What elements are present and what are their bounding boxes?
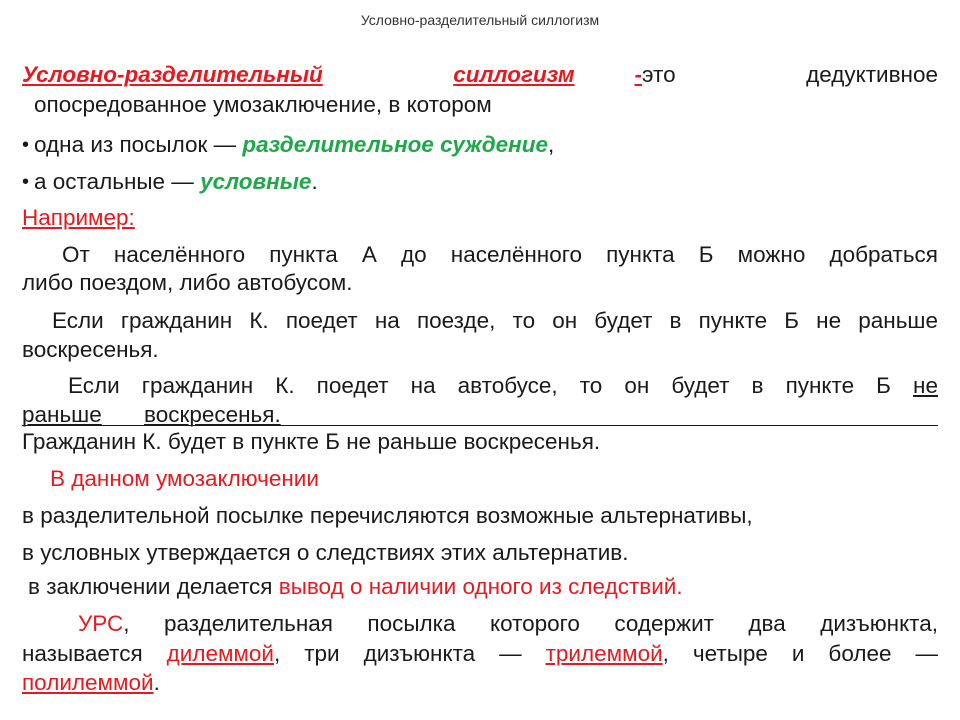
example-conclusion: Гражданин К. будет в пункте Б не раньше воскресенья. [22,429,601,454]
bullet-2-suffix: . [311,169,318,194]
example-p1-line2: либо поездом, либо автобусом. [22,270,353,295]
final-line-2-c: , четыре и более — [662,641,938,666]
dilemma-term: дилеммой [166,641,274,666]
bullet-dot-icon: • [22,171,30,193]
final-line-2-b: , три дизъюнкта — [273,641,546,666]
trilemma-term: трилеммой [545,641,663,666]
urs-term: УРС [78,611,124,636]
example-p3-underlined: не [913,373,938,398]
bullet-item-1 [22,130,950,160]
bullet-1-emphasis: разделительное суждение [242,132,549,157]
definition-line-1 [22,60,938,90]
bullet-dot-icon: • [22,134,30,156]
analysis-line-1: в разделительной посылке перечисляются возможные альтернативы, [22,503,753,528]
bullet-item-2 [22,167,950,197]
example-p3-text: Если гражданин К. поедет на автобусе, то он будет в пункте Б [68,373,891,398]
final-line-2 [22,639,938,669]
definition-eto: это [642,62,676,87]
term-word-1: Условно-разделительный [22,62,323,87]
example-label: Например: [22,205,135,230]
analysis-line-3 [22,572,944,602]
slide-title: Условно-разделительный силлогизм [360,12,600,28]
final-line-3-end: . [153,670,160,695]
example-p3-raneshe: раньше [22,402,102,427]
example-p3-voskr: воскресенья. [144,402,281,427]
bullet-1-prefix: одна из посылок — [34,132,243,157]
example-p3-line1 [22,371,938,401]
analysis-line-3-prefix: в заключении делается [28,574,279,599]
definition-deductive: дедуктивное [806,62,938,87]
example-p2-line2: воскресенья. [22,337,159,362]
final-line-1-rest: , разделительная посылка которого содержит два дизъюнкта, [123,611,938,636]
analysis-line-2: в условных утверждается о следствиях этих альтернатив. [22,540,629,565]
analysis-line-3-red: вывод о наличии одного из следствий. [278,574,683,599]
polilemma-term: полилеммой [22,670,154,695]
bullet-2-emphasis: условные [200,169,312,194]
term-word-2: силлогизм [453,62,575,87]
final-line-1 [22,609,938,639]
final-line-2-a: называется [22,641,167,666]
analysis-label: В данном умозаключении [50,466,319,491]
example-p1-line1: От населённого пункта А до населённого пункта Б можно добраться [62,242,938,267]
example-p2-line1: Если гражданин К. поедет на поезде, то он будет в пункте Б не раньше [52,308,938,333]
final-line-3 [22,668,938,698]
definition-line-2: опосредованное умозаключение, в котором [34,92,492,117]
conclusion-divider [22,425,938,426]
bullet-1-suffix: , [548,132,555,157]
term-dash: - [634,62,643,87]
bullet-2-prefix: а остальные — [34,169,201,194]
